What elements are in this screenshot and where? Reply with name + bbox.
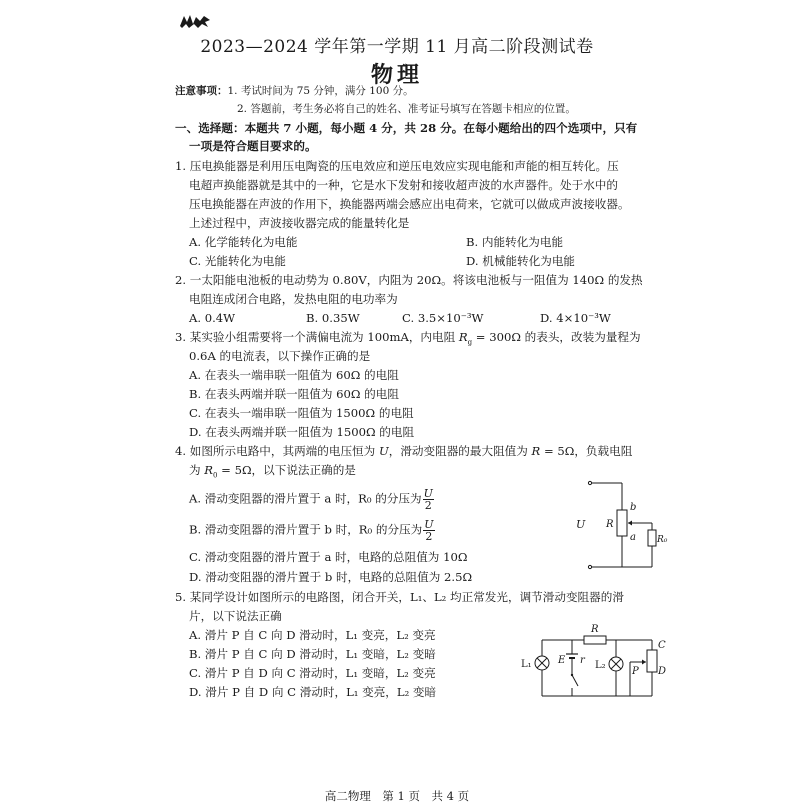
- q4-option-a: [189, 488, 434, 511]
- q3-option-a: A. 在表头一端串联一阻值为 60Ω 的电阻: [189, 368, 399, 382]
- slider-arrow-icon: [628, 521, 632, 526]
- label-r0: R₀: [657, 535, 668, 545]
- notes-label: 注意事项：: [175, 85, 228, 97]
- section-heading-cont: 一项是符合题目要求的。: [189, 139, 317, 153]
- fraction-u-over-2: [423, 488, 434, 511]
- q1-stem-2: 电超声换能器就是其中的一种，它是水下发射和接收超声波的水声器件。处于水中的: [189, 178, 618, 192]
- label-c: C: [658, 640, 666, 651]
- q4-stem-1c: = 5Ω，负载电阻: [540, 444, 633, 458]
- label-a: a: [630, 532, 636, 543]
- q4-stem-2: [189, 462, 356, 483]
- q4-option-b-text: B. 滑动变阻器的滑片置于 b 时，R₀ 的分压为: [189, 522, 423, 537]
- q4-var-r0: R: [204, 463, 214, 477]
- q5-option-a: A. 滑片 P 自 C 向 D 滑动时，L₁ 变亮，L₂ 变亮: [189, 628, 436, 642]
- frac-num: U: [423, 487, 433, 500]
- q4-var-r: R: [531, 444, 541, 458]
- terminal-top: [588, 481, 591, 484]
- label-r: R: [606, 519, 614, 530]
- label-r: R: [591, 624, 599, 635]
- q1-stem-1: 1. 压电换能器是利用压电陶瓷的压电效应和逆压电效应实现电能和声能的相互转化。压: [175, 159, 619, 173]
- q1-stem-3: 压电换能器在声波的作用下，换能器两端会感应出电荷来，它就可以做成声波接收器。: [189, 197, 630, 211]
- frac-den: 2: [425, 530, 433, 543]
- q4-option-c: C. 滑动变阻器的滑片置于 a 时，电路的总阻值为 10Ω: [189, 550, 468, 564]
- q4-var-u: U: [378, 444, 389, 458]
- q3-stem-1b: = 300Ω 的表头，改装为量程为: [472, 330, 641, 344]
- section-heading: 一、选择题：本题共 7 小题，每小题 4 分，共 28 分。在每小题给出的四个选项中，只有: [175, 121, 638, 135]
- q1-stem-4: 上述过程中，声波接收器完成的能量转化是: [189, 216, 410, 230]
- label-b: b: [630, 502, 637, 513]
- q2-option-b: B. 0.35W: [306, 311, 360, 325]
- label-r-internal: r: [580, 655, 585, 666]
- q3-option-d: D. 在表头两端并联一阻值为 1500Ω 的电阻: [189, 425, 415, 439]
- q4-option-a-text: A. 滑动变阻器的滑片置于 a 时，R₀ 的分压为: [189, 491, 422, 506]
- q4-option-b: [189, 519, 435, 542]
- q5-option-d: D. 滑片 P 自 D 向 C 滑动时，L₁ 变亮，L₂ 变暗: [189, 685, 437, 699]
- exam-title: 2023—2024 学年第一学期 11 月高二阶段测试卷: [200, 37, 594, 57]
- q4-stem-1a: 4. 如图所示电路中，其两端的电压恒为: [175, 444, 379, 458]
- label-e: E: [558, 655, 566, 666]
- q4-stem-2a: 为: [189, 463, 205, 477]
- q1-option-c: C. 光能转化为电能: [189, 254, 286, 268]
- q5-option-b: B. 滑片 P 自 C 向 D 滑动时，L₁ 变暗，L₂ 变暗: [189, 647, 436, 661]
- note-2: 2. 答题前，考生务必将自己的姓名、准考证号填写在答题卡相应的位置。: [237, 103, 576, 115]
- q3-option-b: B. 在表头两端并联一阻值为 60Ω 的电阻: [189, 387, 399, 401]
- label-u: U: [576, 518, 586, 531]
- logo-icon: [178, 12, 212, 30]
- q3-sub-g: g: [467, 338, 473, 347]
- label-d: D: [658, 666, 667, 677]
- q3-stem-2: 0.6A 的电流表，以下操作正确的是: [189, 349, 371, 363]
- subject-title: 物理: [370, 62, 423, 88]
- q2-option-c: C. 3.5×10⁻³W: [402, 311, 484, 325]
- note-1: 1. 考试时间为 75 分钟，满分 100 分。: [227, 85, 414, 97]
- q4-stem-1b: ，滑动变阻器的最大阻值为: [388, 444, 532, 458]
- q4-circuit-diagram: [570, 480, 670, 570]
- q5-circuit-diagram: [520, 622, 670, 704]
- q2-stem-2: 电阻连成闭合电路，发热电阻的电功率为: [189, 292, 398, 306]
- q5-stem-2: 片，以下说法正确: [189, 609, 282, 623]
- switch-blade-icon: [572, 675, 578, 686]
- label-l2: L₂: [595, 660, 606, 671]
- notes: [175, 83, 414, 99]
- q4-option-d: D. 滑动变阻器的滑片置于 b 时，电路的总阻值为 2.5Ω: [189, 570, 473, 584]
- rheostat-cd: [647, 650, 657, 672]
- label-p: P: [632, 666, 639, 677]
- q2-stem-1: 2. 一太阳能电池板的电动势为 0.80V，内阻为 20Ω。将该电池板与一阻值为 140Ω 的发热: [175, 273, 643, 287]
- resistor-r0: [648, 530, 656, 546]
- q3-option-c: C. 在表头一端串联一阻值为 1500Ω 的电阻: [189, 406, 414, 420]
- rheostat-r: [617, 510, 627, 536]
- q1-option-d: D. 机械能转化为电能: [466, 254, 576, 268]
- label-l1: L₁: [521, 659, 532, 670]
- q4-stem-1: [175, 443, 632, 459]
- slider-p-arrow-icon: [642, 660, 646, 665]
- frac-num: U: [424, 518, 434, 531]
- q1-option-a: A. 化学能转化为电能: [189, 235, 298, 249]
- q3-var-r: R: [458, 330, 468, 344]
- q5-stem-1: 5. 某同学设计如图所示的电路图，闭合开关，L₁、L₂ 均正常发光，调节滑动变阻器的滑: [175, 590, 624, 604]
- fraction-u-over-2: [423, 519, 434, 542]
- q4-sub-0: 0: [213, 471, 218, 480]
- q2-option-a: A. 0.4W: [189, 311, 236, 325]
- q2-option-d: D. 4×10⁻³W: [540, 311, 611, 325]
- terminal-bottom: [588, 565, 591, 568]
- q3-stem-1a: 3. 某实验小组需要将一个满偏电流为 100mA，内电阻: [175, 330, 459, 344]
- q1-option-b: B. 内能转化为电能: [466, 235, 564, 249]
- page-footer: 高二物理 第 1 页 共 4 页: [324, 789, 470, 803]
- q4-stem-2b: = 5Ω，以下说法正确的是: [217, 463, 356, 477]
- frac-den: 2: [424, 499, 432, 512]
- q5-option-c: C. 滑片 P 自 D 向 C 滑动时，L₁ 变暗，L₂ 变亮: [189, 666, 436, 680]
- resistor-r: [584, 636, 606, 644]
